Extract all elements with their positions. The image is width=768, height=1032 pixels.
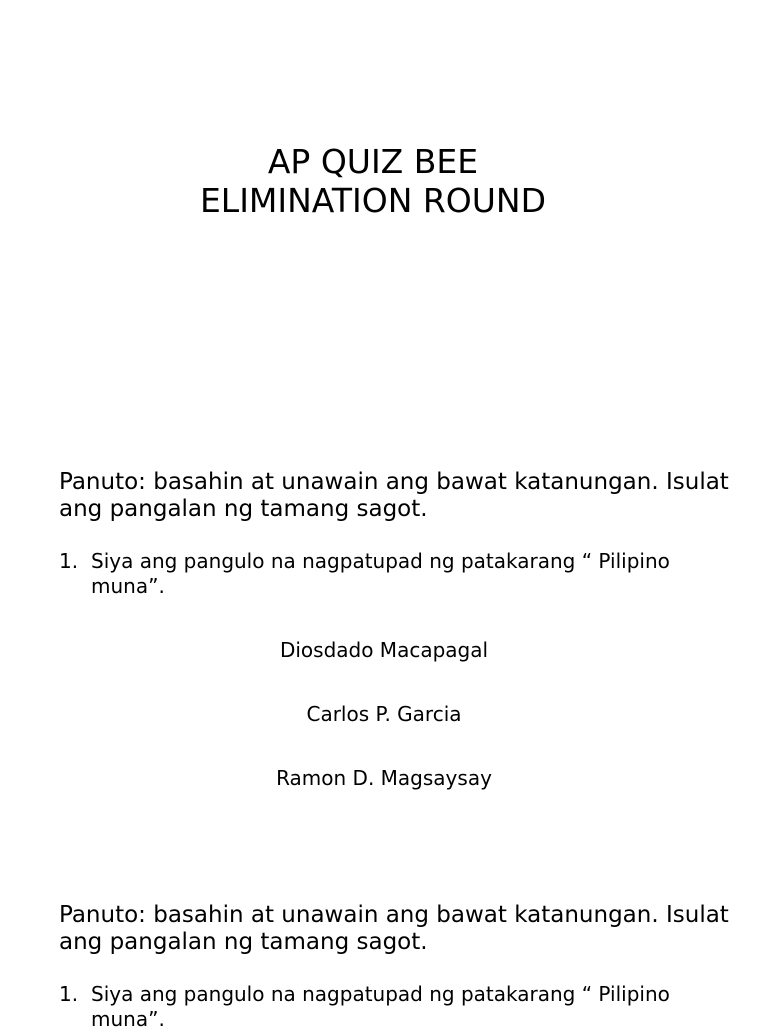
instructions-text: Panuto: basahin at unawain ang bawat katanungan. Isulat ang pangalan ng tamang sagot.: [59, 902, 729, 955]
answer-choices: [0, 637, 768, 829]
question-text: Siya ang pangulo na nagpatupad ng patakarang “ Pilipino muna”.: [91, 982, 670, 1031]
title-line-1: AP QUIZ BEE: [267, 142, 479, 181]
question-number: 1.: [59, 982, 79, 1006]
question-number: 1.: [59, 549, 79, 573]
question-item: [59, 549, 679, 599]
choice-1: Diosdado Macapagal: [279, 638, 489, 662]
instructions-text: Panuto: basahin at unawain ang bawat katanungan. Isulat ang pangalan ng tamang sagot.: [59, 469, 729, 522]
title-line-2: ELIMINATION ROUND: [199, 181, 547, 220]
choice-3: Ramon D. Magsaysay: [276, 766, 492, 790]
question-item: [59, 982, 679, 1032]
page-title: [0, 142, 746, 220]
choice-2: Carlos P. Garcia: [306, 702, 462, 726]
question-text: Siya ang pangulo na nagpatupad ng patakarang “ Pilipino muna”.: [91, 549, 670, 598]
